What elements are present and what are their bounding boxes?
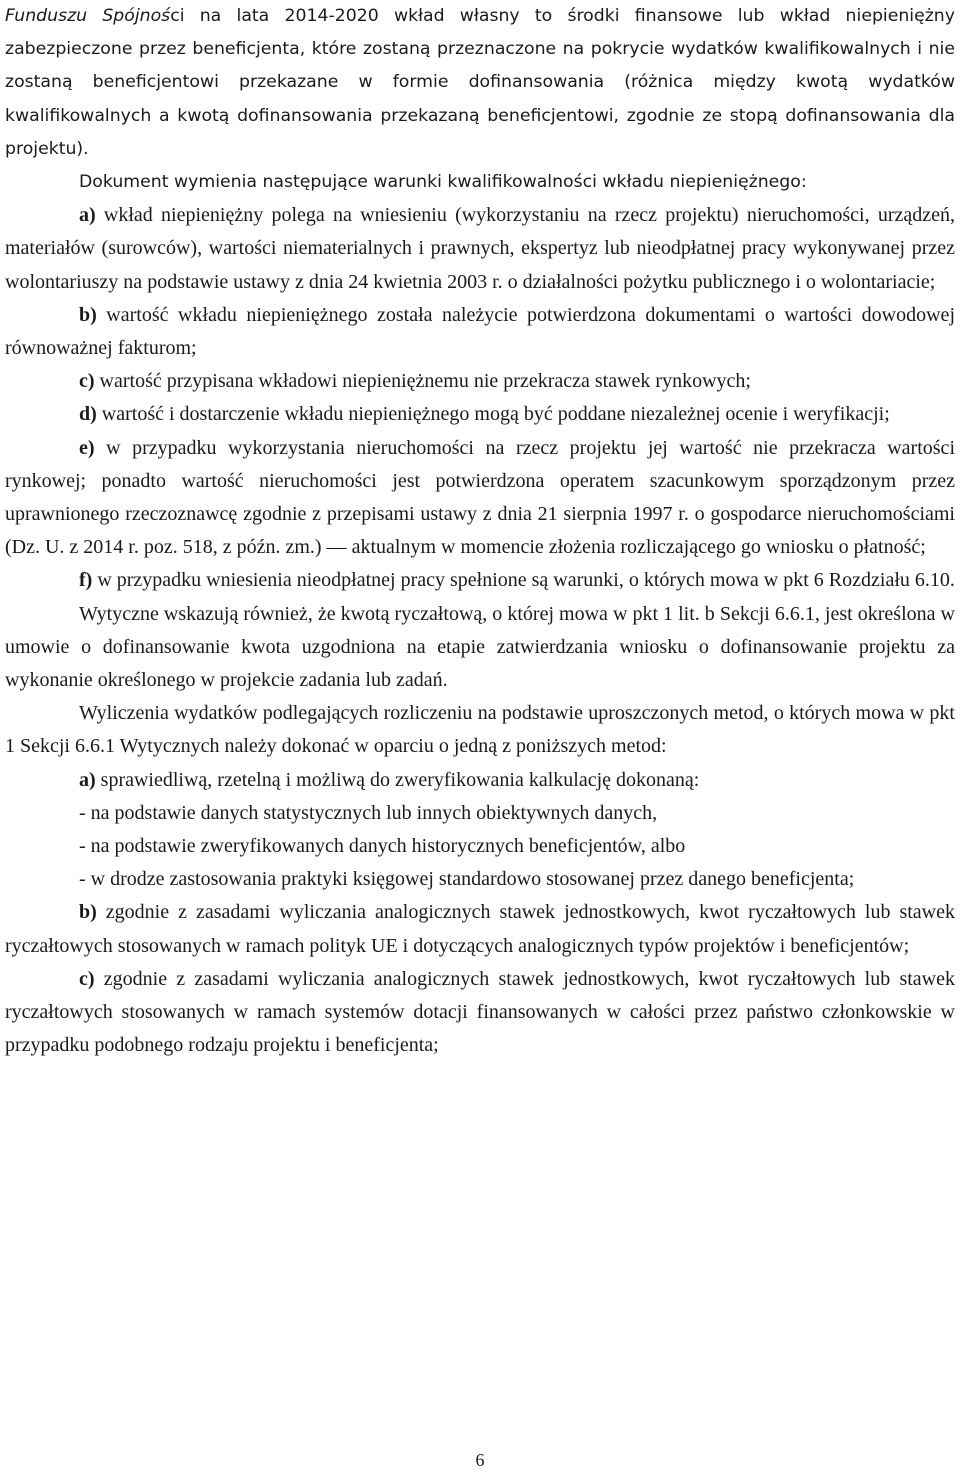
- method-b: [5, 896, 955, 962]
- method-a-sub-item: - w drodze zastosowania praktyki księgowej standardowo stosowanej przez danego beneficjenta;: [79, 868, 855, 891]
- condition-a: [5, 199, 955, 299]
- methods-intro: Wyliczenia wydatków podlegających rozliczeniu na podstawie uproszczonych metod, o których mowa w pkt 1 Sekcji 6.6.1 Wytycznych należy dokonać w oparciu o jedną z poniższych metod:: [5, 702, 955, 758]
- condition-text: wartość wkładu niepieniężnego została należycie potwierdzona dokumentami o wartości dowodowej równoważnej fakturom;: [5, 303, 955, 360]
- method-a-sub-item: - na podstawie danych statystycznych lub innych obiektywnych danych,: [79, 801, 658, 824]
- method-a: [5, 764, 955, 797]
- condition-letter: f): [79, 569, 93, 592]
- page-number: 6: [475, 1450, 485, 1470]
- intro-italic-lead: Funduszu Spójnoś: [5, 6, 171, 26]
- condition-d: [5, 398, 955, 431]
- method-a-sub-item: - na podstawie zweryfikowanych danych historycznych beneficjentów, albo: [79, 835, 686, 858]
- intro-text: ci na lata 2014-2020 wkład własny to środki finansowe lub wkład niepieniężny zabezpieczone przez beneficjenta, które zostaną przeznaczone na pokrycie wydatków kwalifikowalnych i nie zostaną beneficjentowi przekazane w formie dofinansowania (różnica między kwotą wydatków kwalifikowalnych a kwotą dofinansowania przekazaną beneficjentowi, zgodnie ze stopą dofinansowania dla projektu).: [5, 6, 955, 159]
- condition-text: wkład niepieniężny polega na wniesieniu (wykorzystaniu na rzecz projektu) nieruchomości, urządzeń, materiałów (surowców), wartości niematerialnych i prawnych, ekspertyz lub nieodpłatnej pracy wykonywanej przez wolontariuszy na podstawie ustawy z dnia 24 kwietnia 2003 r. o działalności pożytku publicznego i o wolontariacie;: [5, 204, 955, 293]
- condition-text: wartość przypisana wkładowi niepieniężnemu nie przekracza stawek rynkowych;: [94, 370, 751, 393]
- condition-c: [5, 365, 955, 398]
- method-letter: a): [79, 768, 96, 791]
- condition-f: [5, 564, 955, 597]
- method-letter: c): [79, 967, 95, 990]
- method-text: zgodnie z zasadami wyliczania analogicznych stawek jednostkowych, kwot ryczałtowych lub stawek ryczałtowych stosowanych w ramach polityk UE i dotyczących analogicznych typów projektów i beneficjentów;: [5, 901, 955, 957]
- condition-letter: d): [79, 403, 97, 426]
- method-text: sprawiedliwą, rzetelną i możliwą do zweryfikowania kalkulację dokonaną:: [95, 768, 700, 791]
- condition-letter: b): [79, 303, 97, 326]
- condition-text: w przypadku wniesienia nieodpłatnej pracy spełnione są warunki, o których mowa w pkt 6 Rozdziału 6.10.: [92, 569, 955, 592]
- method-text: zgodnie z zasadami wyliczania analogicznych stawek jednostkowych, kwot ryczałtowych lub stawek ryczałtowych stosowanych w ramach systemów dotacji finansowanych w całości przez państwo członkowskie w przypadku podobnego rodzaju projektu i beneficjenta;: [5, 967, 955, 1057]
- condition-text: w przypadku wykorzystania nieruchomości na rzecz projektu jej wartość nie przekracza wartości rynkowej; ponadto wartość nieruchomości jest potwierdzona operatem szacunkowym sporządzonym przez uprawnionego rzeczoznawcę zgodnie z przepisami ustawy z dnia 21 sierpnia 1997 r. o gospodarce nieruchomościami (Dz. U. z 2014 r. poz. 518, z późn. zm.) — aktualnym w momencie złożenia rozliczającego go wniosku o płatność;: [5, 436, 955, 559]
- condition-letter: a): [79, 204, 96, 227]
- condition-text: wartość i dostarczenie wkładu niepieniężnego mogą być poddane niezależnej ocenie i weryfikacji;: [96, 403, 890, 426]
- method-c: [5, 963, 955, 1063]
- condition-b: [5, 299, 955, 365]
- condition-e: [5, 432, 955, 565]
- condition-letter: c): [79, 370, 95, 393]
- lump-sum-paragraph: Wytyczne wskazują również, że kwotą ryczałtową, o której mowa w pkt 1 lit. b Sekcji 6.6.1, jest określona w umowie o dofinansowanie kwota uzgodniona na etapie zatwierdzania wniosku o dofinansowanie projektu za wykonanie określonego w projekcie zadania lub zadań.: [5, 602, 955, 692]
- condition-letter: e): [79, 436, 95, 459]
- conditions-intro: Dokument wymienia następujące warunki kwalifikowalności wkładu niepieniężnego:: [79, 172, 807, 193]
- method-letter: b): [79, 901, 97, 924]
- intro-paragraph: [5, 0, 955, 166]
